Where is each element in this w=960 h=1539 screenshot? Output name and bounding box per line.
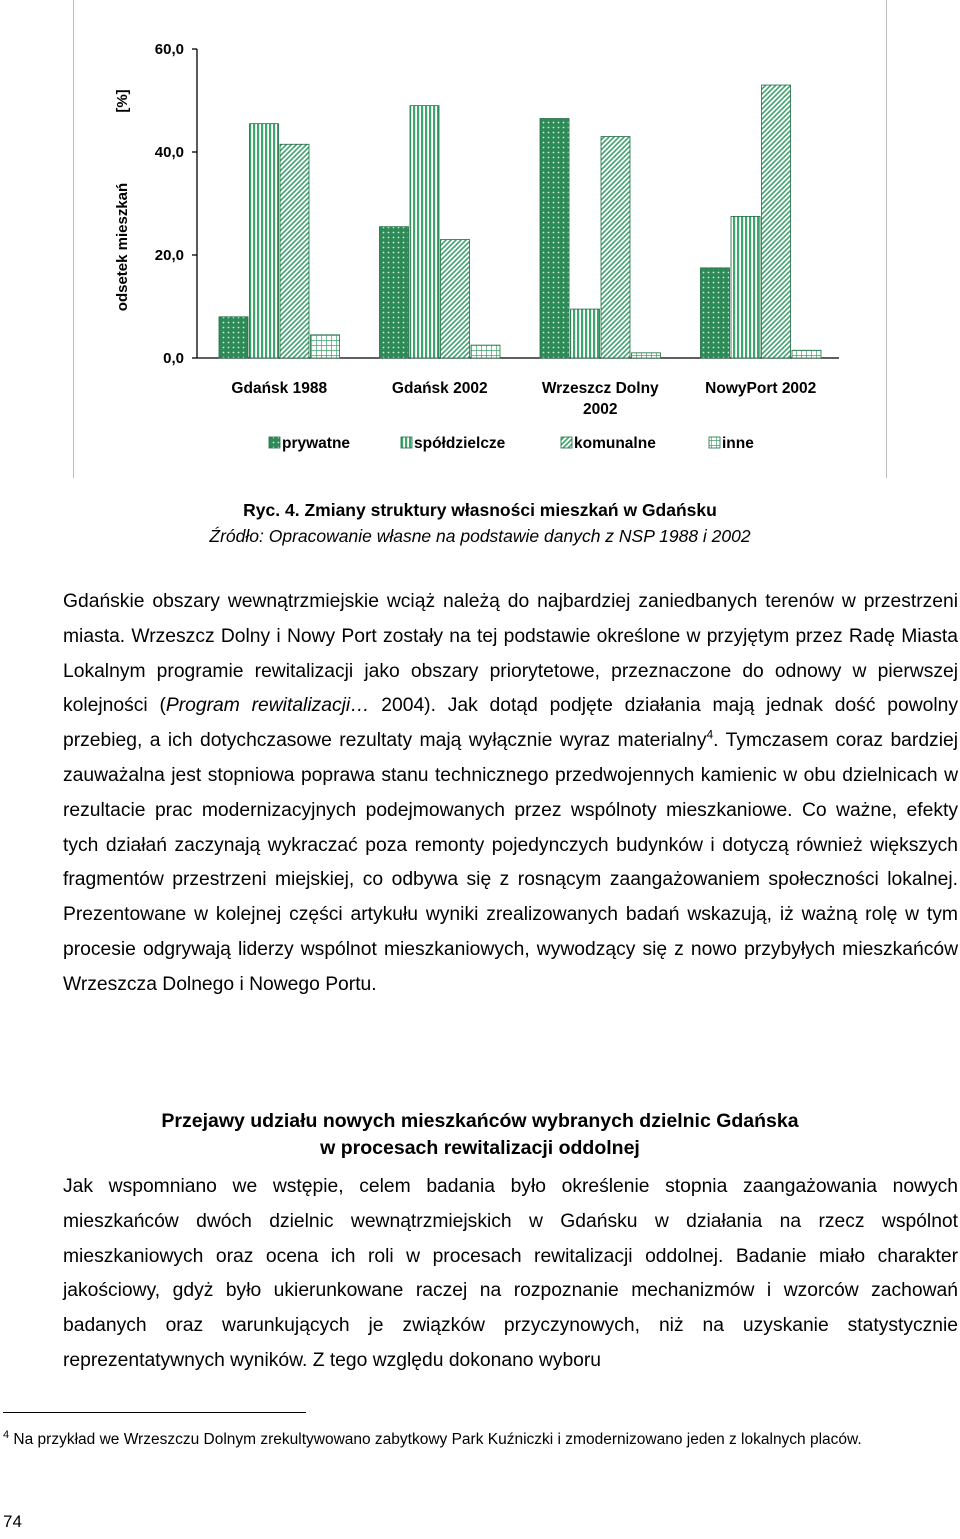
- x-category-label: Gdańsk 2002: [391, 380, 488, 397]
- bar-komunalne: [280, 144, 309, 358]
- legend-swatch-inne: [709, 437, 720, 448]
- bar-prywatne: [540, 119, 569, 358]
- bar-prywatne: [701, 268, 730, 358]
- footnote: [3, 1428, 958, 1451]
- bar-inne: [792, 350, 821, 358]
- x-category-label: NowyPort 2002: [705, 380, 817, 397]
- section-heading: [0, 1108, 960, 1162]
- legend-swatch-spółdzielcze: [401, 437, 412, 448]
- figure-source: Źródło: Opracowanie własne na podstawie danych z NSP 1988 i 2002: [209, 526, 751, 546]
- bar-chart: [1, 0, 960, 478]
- citation-title: Program rewitalizacji…: [165, 695, 370, 717]
- footnote-number: 4: [3, 1428, 10, 1441]
- body-paragraph-1: [3, 585, 958, 1003]
- footnote-divider: [3, 1412, 306, 1413]
- y-tick-label: 20,0: [154, 247, 184, 264]
- y-tick-label: 60,0: [154, 41, 184, 58]
- bar-komunalne: [601, 137, 630, 358]
- bar-inne: [311, 335, 340, 358]
- section-heading-line-2: w procesach rewitalizacji oddolnej: [320, 1137, 640, 1159]
- chart-legend: [269, 435, 754, 452]
- legend-label: prywatne: [282, 435, 351, 452]
- paragraph-text: . Tymczasem coraz bardziej zauważalna jest stopniowa poprawa stanu technicznego przedwojennych kamienic w obu dzielnicach w rezultacie prac modernizacyjnych podejmowanych przez wspólnoty mieszkaniowe. Co ważne, efekty tych działań zaczynają wykraczać poza remonty pojedynczych budynków i dotyczą również większych fragmentów przestrzeni miejskiej, co odbywa się z rosnącym zaangażowaniem społeczności lokalnej. Prezentowane w kolejnej części artykułu wyniki zrealizowanych badań wskazują, iż ważną rolę w tym procesie odgrywają liderzy wspólnot mieszkaniowych, wywodzący się z nowo przybyłych mieszkańców Wrzeszcza Dolnego i Nowego Portu.: [63, 730, 958, 995]
- bar-komunalne: [441, 240, 470, 358]
- bar-spółdzielcze: [250, 124, 279, 358]
- bar-spółdzielcze: [731, 216, 760, 358]
- bar-spółdzielcze: [571, 309, 600, 358]
- y-axis-title: odsetek mieszkań: [114, 182, 131, 312]
- bar-prywatne: [380, 227, 409, 358]
- legend-label: spółdzielcze: [414, 435, 506, 452]
- footnote-text: Na przykład we Wrzeszczu Dolnym zrekultywowano zabytkowy Park Kuźniczki i zmodernizowano jeden z lokalnych placów.: [9, 1431, 862, 1448]
- y-tick-label: 40,0: [154, 144, 184, 161]
- paragraph-text: 2004). Jak dotąd podjęte działania mają jednak dość powolny przebieg, a ich dotychczasowe rezultaty mają wyłącznie wyraz materialny: [63, 695, 958, 752]
- section-heading-line-1: Przejawy udziału nowych mieszkańców wybranych dzielnic Gdańska: [161, 1110, 799, 1132]
- chart-labels: [114, 41, 816, 418]
- chart-bars: [219, 85, 821, 358]
- y-tick-label: 0,0: [163, 350, 184, 367]
- paragraph-text: Gdańskie obszary wewnątrzmiejskie wciąż należą do najbardziej zaniedbanych terenów w przestrzeni miasta. Wrzeszcz Dolny i Nowy Port zostały na tej podstawie określone w przyjętym przez Radę Miasta Lokalnym programie rewitalizacji jako obszary priorytetowe, przeznaczone do odnowy w pierwszej kolejności (: [63, 591, 958, 717]
- legend-label: komunalne: [574, 435, 656, 452]
- x-category-label: Wrzeszcz Dolny: [541, 380, 659, 397]
- chart-figure: [73, 0, 887, 478]
- legend-swatch-komunalne: [561, 437, 572, 448]
- y-axis-unit: [%]: [114, 89, 131, 113]
- bar-inne: [632, 353, 661, 358]
- bar-inne: [471, 345, 500, 358]
- bar-prywatne: [219, 317, 248, 358]
- bar-spółdzielcze: [410, 106, 439, 358]
- figure-caption: Ryc. 4. Zmiany struktury własności mieszkań w Gdańsku: [243, 500, 717, 520]
- body-paragraph-2: Jak wspomniano we wstępie, celem badania było określenie stopnia zaangażowania nowych mieszkańców dwóch dzielnic wewnątrzmiejskich w Gdańsku w działania na rzecz wspólnot mieszkaniowych oraz ocena ich roli w procesach rewitalizacji oddolnej. Badanie miało charakter jakościowy, gdyż było ukierunkowane raczej na rozpoznanie mechanizmów i wzorców zachowań badanych oraz warunkujących je związków przyczynowych, niż na uzyskanie statystycznie reprezentatywnych wyników. Z tego względu dokonano wyboru: [63, 1176, 958, 1371]
- legend-label: inne: [722, 435, 754, 452]
- bar-komunalne: [762, 85, 791, 358]
- legend-swatch-prywatne: [269, 437, 280, 448]
- page-number: 74: [3, 1512, 22, 1531]
- x-category-label: 2002: [583, 401, 618, 418]
- footnote-reference: 4: [706, 727, 714, 742]
- x-category-label: Gdańsk 1988: [231, 380, 328, 397]
